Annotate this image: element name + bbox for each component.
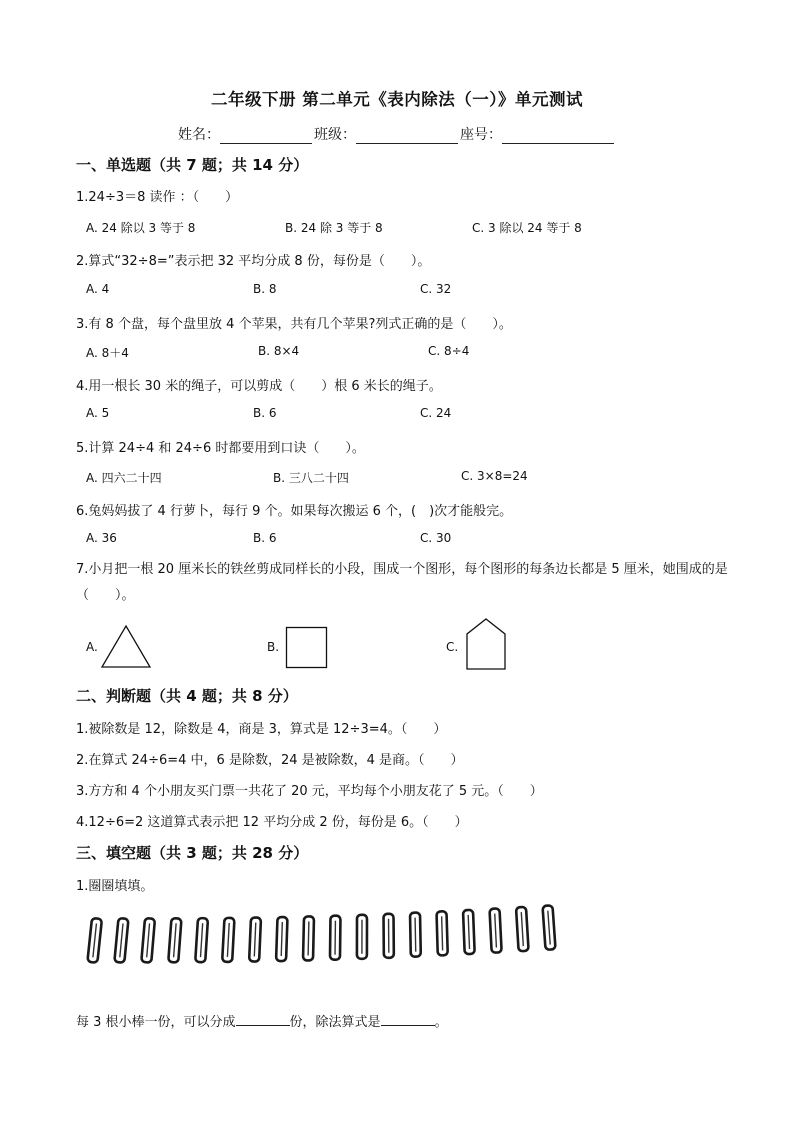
question-3: 3.有 8 个盘，每个盘里放 4 个苹果，共有几个苹果?列式正确的是（ ）。 [76, 317, 512, 332]
question-2: 2.算式“32÷8=”表示把 32 平均分成 8 份，每份是（ ）。 [76, 254, 431, 269]
q2-option-b[interactable]: B. 8 [253, 282, 277, 296]
q6-option-b[interactable]: B. 6 [253, 531, 277, 545]
stick [543, 905, 556, 950]
q4-option-a[interactable]: A. 5 [86, 406, 110, 420]
q1-option-a[interactable]: A. 24 除以 3 等于 8 [86, 221, 196, 235]
stick [114, 918, 128, 963]
triangle-shape [100, 624, 152, 670]
section-heading-fill-blank: 三、填空题（共 3 题；共 28 分） [76, 844, 309, 862]
question-5: 5.计算 24÷4 和 24÷6 时都要用到口诀（ ）。 [76, 441, 365, 456]
name-blank[interactable] [220, 129, 312, 144]
pentagon-shape [465, 617, 509, 671]
q5-option-b[interactable]: B. 三八二十四 [273, 471, 349, 485]
q6-option-c[interactable]: C. 30 [420, 531, 452, 545]
q7-option-b[interactable]: B. [267, 640, 280, 654]
q4-option-c[interactable]: C. 24 [420, 406, 452, 420]
question-6: 6.兔妈妈拔了 4 行萝卜，每行 9 个。如果每次搬运 6 个，( )次才能般完。 [76, 504, 513, 519]
q5-option-a[interactable]: A. 四六二十四 [86, 471, 162, 485]
stick [222, 918, 234, 962]
question-4: 4.用一根长 30 米的绳子，可以剪成（ ）根 6 米长的绳子。 [76, 379, 442, 394]
tf-question-4: 4.12÷6=2 这道算式表示把 12 平均分成 2 份，每份是 6。（ ） [76, 815, 468, 830]
stick [463, 910, 475, 954]
stick [330, 916, 341, 960]
stick [384, 914, 394, 958]
count-blank[interactable] [236, 1013, 290, 1026]
name-label: 姓名： [178, 127, 220, 143]
fill-text-part-2: 份，除法算式是 [289, 1015, 381, 1030]
q1-option-c[interactable]: C. 3 除以 24 等于 8 [472, 221, 582, 235]
q7-option-a[interactable]: A. [86, 640, 98, 654]
tf-question-1: 1.被除数是 12，除数是 4，商是 3，算式是 12÷3=4。（ ） [76, 722, 447, 737]
q3-option-c[interactable]: C. 8÷4 [428, 344, 470, 358]
fill-question-1-title: 1.圈圈填填。 [76, 879, 154, 894]
sticks-figure [86, 904, 586, 970]
stick [303, 916, 314, 960]
q3-option-a[interactable]: A. 8＋4 [86, 346, 129, 360]
fill-question-1-text [76, 1011, 448, 1030]
question-1: 1.24÷3＝8 读作 ：（ ） [76, 190, 239, 205]
q1-option-b[interactable]: B. 24 除 3 等于 8 [285, 221, 383, 235]
stick [249, 917, 261, 961]
class-label: 班级： [314, 127, 356, 143]
seat-label: 座号： [460, 127, 502, 143]
fill-text-part-1: 每 3 根小棒一份，可以分成 [76, 1015, 236, 1030]
question-7: 7.小月把一根 20 厘米长的铁丝剪成同样长的小段，围成一个图形，每个图形的每条边长都是 5 厘米，她围成的是（ ）。 [76, 562, 728, 603]
q2-option-a[interactable]: A. 4 [86, 282, 110, 296]
equation-blank[interactable] [381, 1013, 435, 1026]
class-blank[interactable] [356, 129, 458, 144]
q7-option-c[interactable]: C. [446, 640, 459, 654]
stick [410, 913, 421, 957]
q3-option-b[interactable]: B. 8×4 [258, 344, 300, 358]
section-heading-single-choice: 一、单选题（共 7 题；共 14 分） [76, 156, 309, 174]
tf-question-2: 2.在算式 24÷6=4 中，6 是除数，24 是被除数，4 是商。（ ） [76, 753, 464, 768]
stick [437, 911, 448, 955]
q2-option-c[interactable]: C. 32 [420, 282, 452, 296]
tf-question-3: 3.方方和 4 个小朋友买门票一共花了 20 元，平均每个小朋友花了 5 元。（ ） [76, 784, 543, 799]
stick [87, 918, 102, 963]
q6-option-a[interactable]: A. 36 [86, 531, 117, 545]
q5-option-c[interactable]: C. 3×8=24 [461, 469, 528, 483]
student-info [0, 124, 794, 144]
page-title: 二年级下册 第二单元《表内除法（一）》单元测试 [211, 90, 583, 109]
stick [168, 918, 181, 963]
stick [357, 915, 367, 959]
stick [490, 908, 502, 952]
stick [516, 907, 529, 952]
fill-text-part-3: 。 [434, 1015, 448, 1030]
section-heading-true-false: 二、判断题（共 4 题；共 8 分） [76, 687, 298, 705]
stick [195, 918, 208, 963]
square-shape [285, 626, 329, 670]
stick [276, 917, 287, 961]
seat-blank[interactable] [502, 129, 614, 144]
q4-option-b[interactable]: B. 6 [253, 406, 277, 420]
stick [141, 918, 155, 963]
